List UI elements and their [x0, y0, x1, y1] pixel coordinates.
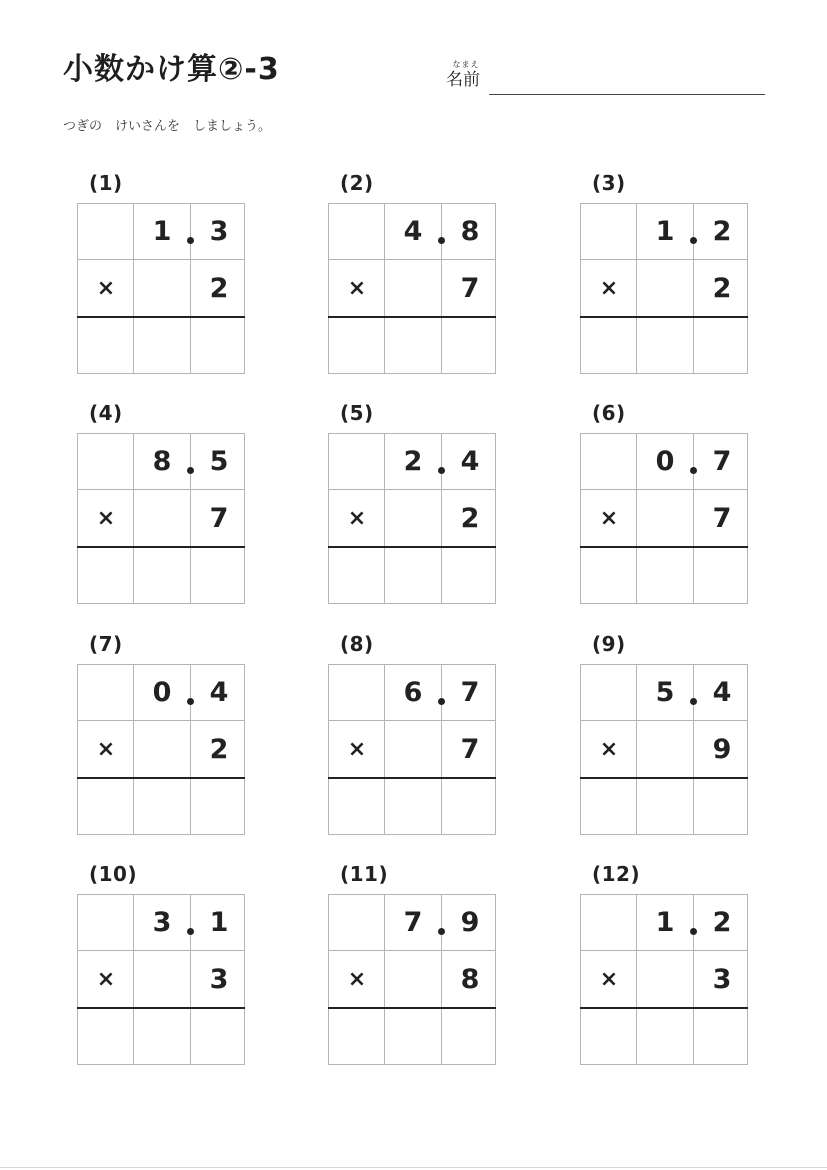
name-ruby: なまえ [452, 60, 480, 69]
answer-cell-3[interactable] [442, 779, 497, 834]
problem-8 [328, 631, 498, 831]
multiplicand-tenths-digit: 4 [712, 677, 732, 708]
multiplicand-ones-digit: 6 [403, 677, 423, 708]
multiply-sign: × [96, 737, 116, 762]
problem-7 [77, 631, 247, 831]
answer-cell-2[interactable] [134, 779, 189, 834]
answer-cell-1[interactable] [329, 548, 384, 603]
multiplicand-ones-digit: 7 [403, 907, 423, 938]
problem-number: (12) [592, 862, 641, 886]
calculation-grid [328, 664, 496, 835]
multiplier-digit: 2 [209, 273, 229, 304]
multiplicand-tenths-digit: 2 [712, 907, 732, 938]
answer-cell-3[interactable] [694, 1009, 749, 1064]
multiplicand-tenths-digit: 3 [209, 216, 229, 247]
answer-cell-2[interactable] [385, 1009, 440, 1064]
multiplicand-tenths-digit: 7 [460, 677, 480, 708]
answer-cell-3[interactable] [694, 318, 749, 373]
problem-4 [77, 400, 247, 600]
multiplier-digit: 3 [712, 964, 732, 995]
answer-cell-2[interactable] [385, 318, 440, 373]
answer-cell-3[interactable] [191, 318, 246, 373]
multiplier-digit: 8 [460, 964, 480, 995]
problem-3 [580, 170, 750, 370]
answer-cell-2[interactable] [385, 548, 440, 603]
answer-cell-1[interactable] [581, 779, 636, 834]
answer-cell-2[interactable] [637, 779, 692, 834]
answer-cell-3[interactable] [191, 1009, 246, 1064]
multiplicand-ones-digit: 5 [655, 677, 675, 708]
decimal-point [187, 467, 194, 474]
multiplicand-ones-digit: 1 [152, 216, 172, 247]
decimal-point [187, 698, 194, 705]
multiplicand-tenths-digit: 1 [209, 907, 229, 938]
multiplicand-ones-digit: 4 [403, 216, 423, 247]
problem-number: (11) [340, 862, 389, 886]
multiply-sign: × [599, 737, 619, 762]
calculation-grid [580, 894, 748, 1065]
multiplicand-tenths-digit: 4 [460, 446, 480, 477]
calculation-grid [580, 433, 748, 604]
problem-number: (6) [592, 401, 626, 425]
answer-cell-3[interactable] [442, 548, 497, 603]
answer-cell-1[interactable] [329, 779, 384, 834]
decimal-point [690, 928, 697, 935]
answer-cell-2[interactable] [134, 318, 189, 373]
problem-number: (9) [592, 632, 626, 656]
answer-cell-1[interactable] [78, 779, 133, 834]
calculation-grid [580, 664, 748, 835]
multiply-sign: × [347, 506, 367, 531]
problem-9 [580, 631, 750, 831]
decimal-point [690, 698, 697, 705]
calculation-grid [77, 203, 245, 374]
multiplier-digit: 7 [460, 273, 480, 304]
multiply-sign: × [347, 737, 367, 762]
multiplier-digit: 7 [460, 734, 480, 765]
multiplicand-ones-digit: 1 [655, 216, 675, 247]
multiplicand-tenths-digit: 7 [712, 446, 732, 477]
multiply-sign: × [599, 967, 619, 992]
decimal-point [690, 467, 697, 474]
multiplicand-ones-digit: 1 [655, 907, 675, 938]
multiply-sign: × [96, 506, 116, 531]
multiplicand-tenths-digit: 9 [460, 907, 480, 938]
multiplicand-tenths-digit: 4 [209, 677, 229, 708]
answer-cell-1[interactable] [329, 318, 384, 373]
problem-number: (2) [340, 171, 374, 195]
answer-cell-1[interactable] [581, 1009, 636, 1064]
multiplicand-tenths-digit: 5 [209, 446, 229, 477]
multiply-sign: × [347, 276, 367, 301]
answer-cell-1[interactable] [329, 1009, 384, 1064]
multiply-sign: × [599, 506, 619, 531]
answer-cell-3[interactable] [442, 318, 497, 373]
answer-cell-3[interactable] [191, 779, 246, 834]
calculation-grid [77, 664, 245, 835]
problem-5 [328, 400, 498, 600]
name-writing-line[interactable] [489, 94, 765, 95]
answer-cell-1[interactable] [78, 548, 133, 603]
problem-1 [77, 170, 247, 370]
answer-cell-1[interactable] [78, 1009, 133, 1064]
multiplier-digit: 3 [209, 964, 229, 995]
decimal-point [187, 928, 194, 935]
answer-cell-1[interactable] [581, 318, 636, 373]
answer-cell-3[interactable] [191, 548, 246, 603]
calculation-grid [77, 894, 245, 1065]
problem-number: (3) [592, 171, 626, 195]
answer-cell-2[interactable] [637, 318, 692, 373]
multiplier-digit: 7 [209, 503, 229, 534]
multiplicand-ones-digit: 8 [152, 446, 172, 477]
multiplier-digit: 2 [460, 503, 480, 534]
answer-cell-2[interactable] [134, 548, 189, 603]
problem-number: (5) [340, 401, 374, 425]
decimal-point [438, 467, 445, 474]
problem-10 [77, 861, 247, 1061]
answer-cell-2[interactable] [637, 548, 692, 603]
answer-cell-2[interactable] [637, 1009, 692, 1064]
problem-number: (8) [340, 632, 374, 656]
decimal-point [438, 928, 445, 935]
problem-number: (1) [89, 171, 123, 195]
calculation-grid [77, 433, 245, 604]
name-label: 名前 [446, 70, 480, 90]
decimal-point [690, 237, 697, 244]
problem-number: (10) [89, 862, 138, 886]
instruction-text: つぎの けいさんを しましょう。 [63, 119, 272, 134]
multiplier-digit: 9 [712, 734, 732, 765]
multiply-sign: × [96, 967, 116, 992]
answer-cell-3[interactable] [442, 1009, 497, 1064]
multiply-sign: × [96, 276, 116, 301]
multiply-sign: × [599, 276, 619, 301]
multiplicand-ones-digit: 0 [655, 446, 675, 477]
multiplier-digit: 7 [712, 503, 732, 534]
calculation-grid [328, 433, 496, 604]
calculation-grid [328, 203, 496, 374]
multiply-sign: × [347, 967, 367, 992]
answer-cell-2[interactable] [385, 779, 440, 834]
multiplicand-ones-digit: 3 [152, 907, 172, 938]
decimal-point [438, 237, 445, 244]
page-bottom-edge [0, 1167, 827, 1168]
multiplicand-tenths-digit: 2 [712, 216, 732, 247]
answer-cell-1[interactable] [78, 318, 133, 373]
multiplicand-ones-digit: 0 [152, 677, 172, 708]
problem-6 [580, 400, 750, 600]
problem-2 [328, 170, 498, 370]
decimal-point [438, 698, 445, 705]
problem-11 [328, 861, 498, 1061]
answer-cell-3[interactable] [694, 779, 749, 834]
problem-number: (7) [89, 632, 123, 656]
multiplier-digit: 2 [712, 273, 732, 304]
calculation-grid [580, 203, 748, 374]
worksheet-title: 小数かけ算②-3 [63, 52, 280, 87]
multiplicand-tenths-digit: 8 [460, 216, 480, 247]
problem-number: (4) [89, 401, 123, 425]
problem-12 [580, 861, 750, 1061]
answer-cell-3[interactable] [694, 548, 749, 603]
multiplicand-ones-digit: 2 [403, 446, 423, 477]
multiplier-digit: 2 [209, 734, 229, 765]
calculation-grid [328, 894, 496, 1065]
answer-cell-2[interactable] [134, 1009, 189, 1064]
decimal-point [187, 237, 194, 244]
answer-cell-1[interactable] [581, 548, 636, 603]
